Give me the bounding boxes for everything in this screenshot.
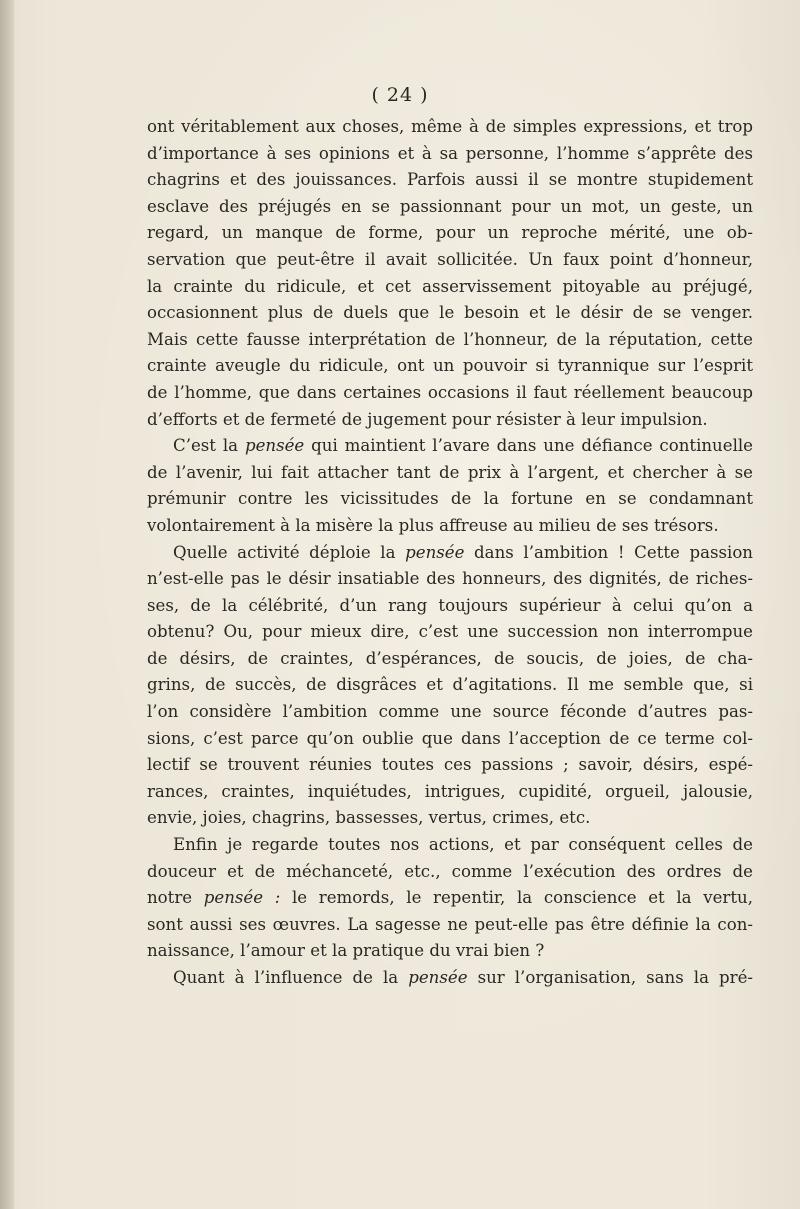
text-segment: C’est la [173,436,245,456]
text-line: Mais cette fausse interprétation de l’honneur, de la réputation, cette [147,329,753,349]
text-line: l’on considère l’ambition comme une source féconde d’autres pas- [147,702,753,722]
italic-word: pensée : [203,888,281,908]
text-line: de désirs, de craintes, d’espérances, de soucis, de joies, de cha- [147,648,753,668]
text-line: ses, de la célébrité, d’un rang toujours supérieur à celui qu’on a [147,595,753,615]
text-line: Enfin je regarde toutes nos actions, et par conséquent celles de [173,835,753,855]
text-line: naissance, l’amour et la pratique du vrai bien ? [147,941,545,961]
text-line: douceur et de méchanceté, etc., comme l’exécution des ordres de [147,861,753,881]
text-segment: dans l’ambition ! Cette passion [464,542,753,562]
italic-word: pensée [408,968,468,987]
text-segment: sur l’organisation, sans la pré- [467,968,754,987]
binding-edge [0,0,14,1209]
text-line: crainte aveugle du ridicule, ont un pouvoir si tyrannique sur l’esprit [147,356,753,376]
italic-word: pensée [405,542,465,562]
text-line: prémunir contre les vicissitudes de la fortune en se condamnant [147,489,753,509]
text-line [147,433,753,460]
text-line: sions, c’est parce qu’on oublie que dans l’acception de ce terme col- [147,728,753,748]
text-line: envie, joies, chagrins, bassesses, vertus, crimes, etc. [147,808,591,828]
text-segment: Quelle activité déploie la [173,542,406,562]
text-line: sont aussi ses œuvres. La sagesse ne peut-elle pas être définie la con- [147,914,753,934]
text-line: de l’homme, que dans certaines occasions il faut réellement beaucoup [147,382,753,402]
italic-word: pensée [244,436,305,456]
text-segment: Quant à l’influence de la [173,968,409,987]
text-line: servation que peut-être il avait sollicitée. Un faux point d’honneur, [147,249,753,269]
text-segment: qui maintient l’avare dans une défiance continuelle [304,436,754,456]
text-line [147,965,753,992]
body-text [147,114,753,992]
text-line [147,885,753,912]
text-line: d’efforts et de fermeté de jugement pour résister à leur impulsion. [147,409,708,429]
page-number: ( 24 ) [371,84,429,106]
text-line: rances, craintes, inquiétudes, intrigues, cupidité, orgueil, jalousie, [147,781,753,801]
text-line: obtenu? Ou, pour mieux dire, c’est une succession non interrompue [147,622,753,642]
text-line: la crainte du ridicule, et cet asservissement pitoyable au préjugé, [147,276,753,296]
text-segment: le remords, le repentir, la conscience et la vertu, [280,888,753,908]
text-line: esclave des préjugés en se passionnant pour un mot, un geste, un [147,196,753,216]
text-line: volontairement à la misère la plus affreuse au milieu de ses trésors. [147,515,719,535]
text-line: regard, un manque de forme, pour un reproche mérité, une ob- [147,223,753,243]
text-line [147,540,753,567]
text-line: lectif se trouvent réunies toutes ces passions ; savoir, désirs, espé- [147,755,753,775]
text-line: grins, de succès, de disgrâces et d’agitations. Il me semble que, si [147,675,753,695]
text-line: n’est-elle pas le désir insatiable des honneurs, des dignités, de riches- [147,569,753,589]
text-segment: notre [147,888,204,908]
text-line: d’importance à ses opinions et à sa personne, l’homme s’apprête des [147,143,753,163]
text-line: de l’avenir, lui fait attacher tant de prix à l’argent, et chercher à se [147,462,753,482]
text-line: occasionnent plus de duels que le besoin et le désir de se venger. [147,303,753,323]
text-line: chagrins et des jouissances. Parfois aussi il se montre stupidement [147,170,753,190]
text-line: ont véritablement aux choses, même à de simples expressions, et trop [147,117,753,136]
